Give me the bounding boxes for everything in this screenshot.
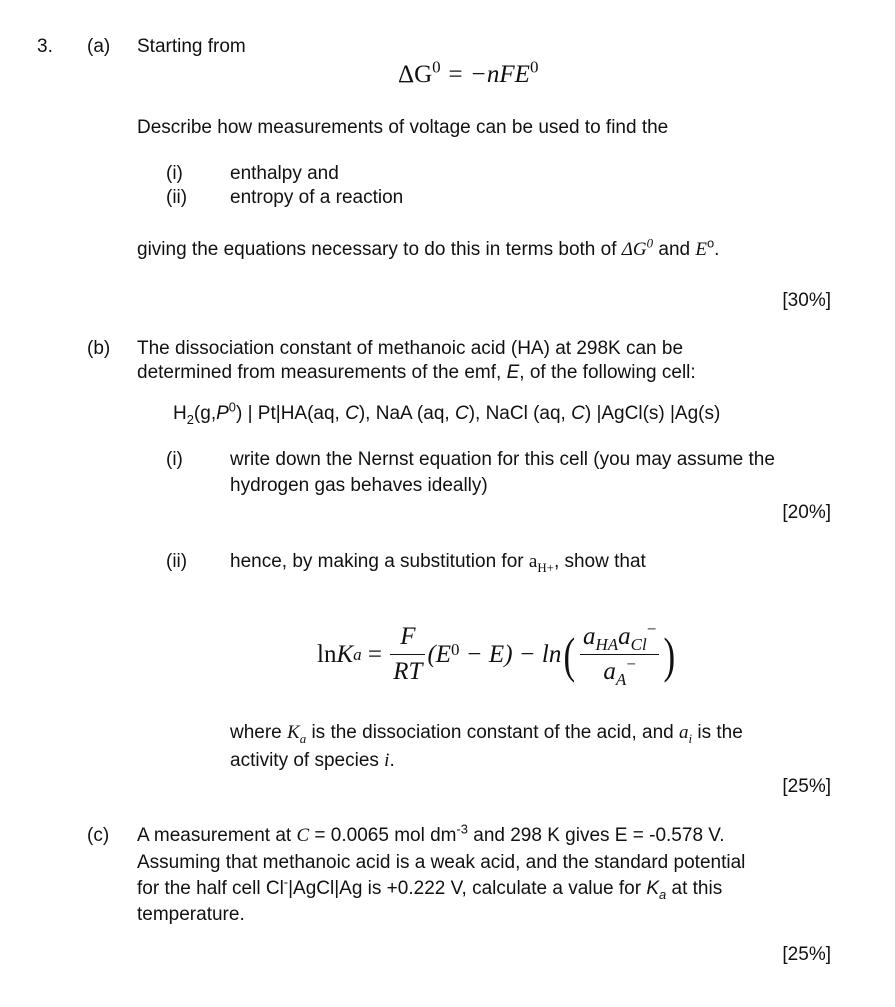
- part-b-sub-ii-label: (ii): [166, 551, 188, 572]
- part-c-line4: temperature.: [137, 904, 245, 925]
- c-line1-post: and 298 K gives E = -0.578 V.: [467, 825, 725, 846]
- part-b-sub-i-marks: [20%]: [782, 502, 831, 523]
- gibbs-sup-2: 0: [529, 57, 539, 77]
- part-b-sub-i-line1: write down the Nernst equation for this cell (you may assume the: [230, 449, 775, 470]
- eq-den-sub: A: [615, 670, 627, 689]
- eq-frac-den: RT: [393, 658, 423, 685]
- part-a-giving: [137, 235, 720, 262]
- c-line3-post: at this: [666, 878, 723, 899]
- giving-dg-sup: 0: [646, 235, 654, 251]
- eq-frac-num: F: [390, 622, 425, 655]
- where-mid: is the dissociation constant of the acid, and: [306, 722, 680, 743]
- giving-dg: ΔG: [621, 239, 647, 260]
- part-b-sub-ii-marks: [25%]: [782, 776, 831, 797]
- part-b-sub-i-label: (i): [166, 449, 183, 470]
- part-c-line3: [137, 874, 723, 902]
- part-c-label: (c): [87, 825, 110, 846]
- where-k: K: [287, 722, 300, 743]
- cell-h-sub: 2: [186, 411, 194, 427]
- part-b-sub-i-line2: hydrogen gas behaves ideally): [230, 475, 488, 496]
- part-a-item-ii-label: (ii): [166, 187, 188, 208]
- cell-rest1: ) | Pt|HA(aq,: [235, 403, 346, 424]
- cell-c1: C: [345, 403, 359, 424]
- eq-paren-rest: − E) − ln: [459, 640, 562, 668]
- eq-a2: a: [618, 623, 631, 650]
- cell-rest2: ), NaA (aq,: [358, 403, 455, 424]
- part-a-describe: Describe how measurements of voltage can be used to find the: [137, 117, 669, 138]
- where-k-sub: a: [299, 730, 307, 746]
- cell-c2: C: [454, 403, 469, 424]
- part-b-where: [230, 722, 743, 745]
- eq-fraction-f-rt: [390, 622, 425, 687]
- sub-ii-post: , show that: [553, 551, 646, 572]
- part-b-label: (b): [87, 338, 111, 359]
- c-line1-mid: = 0.0065 mol dm: [309, 825, 457, 846]
- giving-e: E: [695, 239, 707, 260]
- eq-den-sup: −: [626, 654, 636, 674]
- gibbs-sup-1: 0: [432, 57, 441, 77]
- eq-activity-num: [580, 619, 659, 655]
- c-line3-sup: -: [283, 874, 289, 890]
- giving-e-sup: o: [706, 235, 715, 251]
- part-a-label: (a): [87, 36, 111, 57]
- giving-mid: and: [653, 239, 696, 260]
- gibbs-lhs: ΔG: [398, 61, 433, 88]
- eq-a2-sup: −: [646, 619, 657, 639]
- part-b-line2-post: , of the following cell:: [519, 362, 696, 383]
- part-b-line2: [137, 362, 696, 385]
- eq-right-paren: ): [663, 626, 676, 683]
- eq-den-a: a: [603, 658, 616, 685]
- part-a-item-ii-text: entropy of a reaction: [230, 187, 404, 208]
- where-a-sub: i: [688, 730, 693, 746]
- part-b-line2-e: E: [506, 362, 520, 383]
- cell-rest4: ) |AgCl(s) |Ag(s): [584, 403, 721, 424]
- sub-ii-pre: hence, by making a substitution for: [230, 551, 529, 572]
- c-line3-pre: for the half cell Cl: [137, 878, 284, 899]
- nernst-ka-equation: ln K a = $\frac{F}{RT}$ (E 0 − E) − ln ( $\frac{a_{HA}a_{Cl}^-}{a_A^-}$ ): [317, 619, 676, 689]
- cell-p: P: [216, 403, 229, 424]
- sub-ii-a-sub: H+: [537, 559, 554, 575]
- eq-a1-sub: HA: [595, 635, 619, 654]
- activity-pre: activity of species: [230, 750, 385, 771]
- cell-p-sup: 0: [228, 399, 236, 415]
- cell-rest3: ), NaCl (aq,: [468, 403, 572, 424]
- where-pre: where: [230, 722, 288, 743]
- eq-a1: a: [583, 623, 596, 650]
- sub-ii-a: a: [528, 551, 538, 572]
- activity-i: i: [384, 750, 390, 771]
- eq-left-paren: (: [563, 626, 576, 683]
- c-line1-c: C: [296, 825, 310, 846]
- c-line3-mid: |AgCl|Ag is +0.222 V, calculate a value for: [288, 878, 647, 899]
- where-post: is the: [692, 722, 743, 743]
- c-line1-sup: -3: [456, 821, 468, 837]
- part-a-item-i-text: enthalpy and: [230, 163, 339, 184]
- c-line3-k-sub: a: [659, 886, 667, 902]
- gibbs-equation: [398, 57, 539, 90]
- eq-a2-sub: Cl: [630, 635, 647, 654]
- giving-end: .: [714, 239, 720, 260]
- question-number: 3.: [37, 36, 53, 57]
- part-c-line2: Assuming that methanoic acid is a weak acid, and the standard potential: [137, 852, 746, 873]
- eq-paren: (E: [427, 640, 452, 668]
- part-a-marks: [30%]: [782, 290, 831, 311]
- part-b-sub-ii-text: [230, 551, 646, 574]
- part-b-line2-pre: determined from measurements of the emf,: [137, 362, 507, 383]
- eq-ln: ln: [317, 640, 337, 668]
- part-a-item-i-label: (i): [166, 163, 183, 184]
- part-c-marks: [25%]: [782, 944, 831, 965]
- eq-fraction-activity: [580, 619, 659, 689]
- c-line1-pre: A measurement at: [137, 825, 297, 846]
- eq-equals: =: [361, 640, 389, 668]
- activity-end: .: [389, 750, 395, 771]
- part-a-intro: Starting from: [137, 36, 246, 57]
- eq-k: K: [336, 640, 354, 668]
- cell-notation: [173, 399, 721, 427]
- giving-pre: giving the equations necessary to do this in terms both of: [137, 239, 622, 260]
- part-c-line1: [137, 821, 725, 848]
- gibbs-rhs: = −nFE: [440, 61, 530, 88]
- part-b-activity: [230, 750, 395, 773]
- c-line3-k: K: [646, 878, 660, 899]
- cell-g: (g,: [193, 403, 217, 424]
- part-b-line1: The dissociation constant of methanoic acid (HA) at 298K can be: [137, 338, 684, 359]
- cell-h: H: [173, 403, 187, 424]
- cell-c3: C: [571, 403, 585, 424]
- eq-activity-den: [580, 655, 659, 687]
- where-a: a: [679, 722, 689, 743]
